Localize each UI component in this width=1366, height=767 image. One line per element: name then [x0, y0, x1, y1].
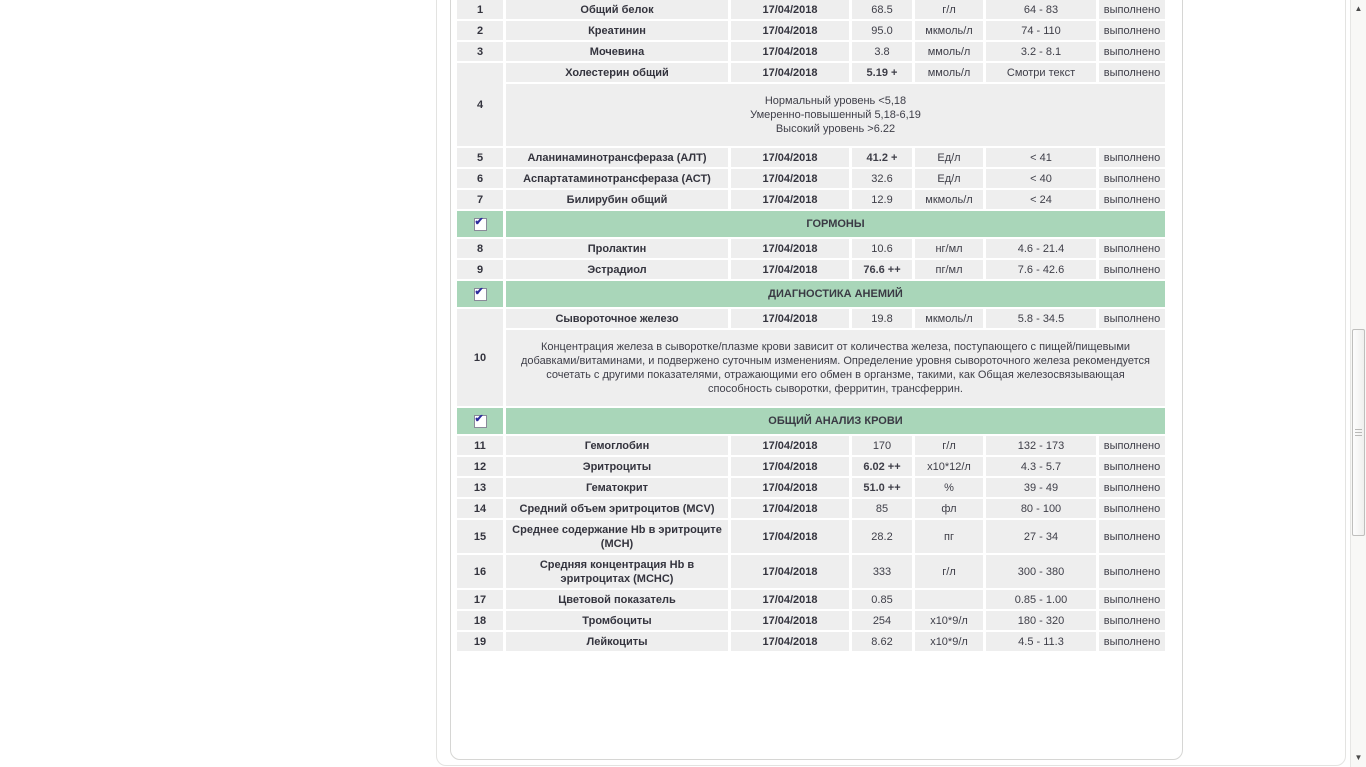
scrollbar-thumb[interactable] — [1352, 329, 1365, 536]
cell-units: г/л — [915, 0, 983, 19]
cell-status: выполнено — [1099, 239, 1165, 258]
cell-status: выполнено — [1099, 260, 1165, 279]
test-row — [457, 457, 1165, 476]
cell-status: выполнено — [1099, 0, 1165, 19]
cell-row-number: 3 — [457, 42, 503, 61]
test-row — [457, 148, 1165, 167]
cell-date: 17/04/2018 — [731, 309, 849, 328]
cell-units: пг — [915, 520, 983, 553]
cell-status: выполнено — [1099, 63, 1165, 82]
test-row — [457, 42, 1165, 61]
section-checkbox[interactable] — [474, 412, 487, 428]
checkmark-icon: ✔ — [474, 412, 484, 425]
test-row — [457, 169, 1165, 188]
cell-reference: 4.5 - 11.3 — [986, 632, 1096, 651]
cell-units: ммоль/л — [915, 63, 983, 82]
cell-result: 19.8 — [852, 309, 912, 328]
cell-units: мкмоль/л — [915, 309, 983, 328]
cell-reference: 39 - 49 — [986, 478, 1096, 497]
cell-date: 17/04/2018 — [731, 21, 849, 40]
test-row — [457, 0, 1165, 19]
cell-row-number: 9 — [457, 260, 503, 279]
cell-reference: 74 - 110 — [986, 21, 1096, 40]
cell-date: 17/04/2018 — [731, 190, 849, 209]
cell-units: г/л — [915, 436, 983, 455]
cell-units: Ед/л — [915, 169, 983, 188]
cell-units — [915, 590, 983, 609]
cell-reference: 4.6 - 21.4 — [986, 239, 1096, 258]
cell-date: 17/04/2018 — [731, 478, 849, 497]
cell-status: выполнено — [1099, 169, 1165, 188]
section-header-row — [457, 211, 1165, 237]
cell-status: выполнено — [1099, 590, 1165, 609]
cell-date: 17/04/2018 — [731, 555, 849, 588]
test-row — [457, 478, 1165, 497]
cell-row-number: 17 — [457, 590, 503, 609]
section-header-row — [457, 408, 1165, 434]
test-row — [457, 520, 1165, 553]
test-row — [457, 190, 1165, 209]
cell-reference: 4.3 - 5.7 — [986, 457, 1096, 476]
section-checkbox-cell — [457, 281, 503, 307]
cell-status: выполнено — [1099, 309, 1165, 328]
cell-units: % — [915, 478, 983, 497]
test-note-row — [457, 330, 1165, 406]
cell-result: 28.2 — [852, 520, 912, 553]
cell-date: 17/04/2018 — [731, 632, 849, 651]
cell-status: выполнено — [1099, 436, 1165, 455]
section-checkbox[interactable] — [474, 285, 487, 301]
cell-row-number: 5 — [457, 148, 503, 167]
test-note-row — [457, 84, 1165, 146]
cell-units: ммоль/л — [915, 42, 983, 61]
cell-reference: Смотри текст — [986, 63, 1096, 82]
cell-reference: 132 - 173 — [986, 436, 1096, 455]
cell-date: 17/04/2018 — [731, 611, 849, 630]
cell-status: выполнено — [1099, 457, 1165, 476]
note-line: Концентрация железа в сыворотке/плазме крови зависит от количества железа, поступающего с пищей/пищевыми добавками/витаминами, и подвержено суточным изменениям. Определение уровня сывороточного железа рекомендуется сочетать с другими показателями, отражающими его обмен в органзме, такими, как Общая железосвязывающая способность сыворотки, ферритин, трансферрин. — [520, 341, 1150, 395]
cell-reference: 0.85 - 1.00 — [986, 590, 1096, 609]
section-title: ДИАГНОСТИКА АНЕМИЙ — [506, 281, 1165, 307]
cell-reference: < 41 — [986, 148, 1096, 167]
cell-test-name: Сывороточное железо — [506, 309, 728, 328]
cell-result: 170 — [852, 436, 912, 455]
lab-results-table — [454, 0, 1168, 653]
scroll-down-button[interactable] — [1351, 750, 1366, 766]
cell-units: Ед/л — [915, 148, 983, 167]
cell-units: х10*9/л — [915, 632, 983, 651]
cell-units: х10*12/л — [915, 457, 983, 476]
cell-result: 333 — [852, 555, 912, 588]
cell-reference: 64 - 83 — [986, 0, 1096, 19]
cell-status: выполнено — [1099, 520, 1165, 553]
cell-test-name: Эстрадиол — [506, 260, 728, 279]
test-row — [457, 632, 1165, 651]
cell-units: нг/мл — [915, 239, 983, 258]
cell-test-name: Лейкоциты — [506, 632, 728, 651]
cell-reference: 7.6 - 42.6 — [986, 260, 1096, 279]
section-checkbox-cell — [457, 211, 503, 237]
cell-result: 95.0 — [852, 21, 912, 40]
test-row — [457, 499, 1165, 518]
cell-test-name: Общий белок — [506, 0, 728, 19]
cell-row-number: 19 — [457, 632, 503, 651]
checkmark-icon: ✔ — [474, 285, 484, 298]
cell-test-name: Гемоглобин — [506, 436, 728, 455]
cell-reference: 3.2 - 8.1 — [986, 42, 1096, 61]
vertical-scrollbar[interactable] — [1350, 0, 1366, 767]
cell-reference: 27 - 34 — [986, 520, 1096, 553]
cell-test-name: Креатинин — [506, 21, 728, 40]
cell-row-number: 1 — [457, 0, 503, 19]
cell-units: фл — [915, 499, 983, 518]
test-row — [457, 260, 1165, 279]
cell-result: 8.62 — [852, 632, 912, 651]
cell-row-number: 2 — [457, 21, 503, 40]
cell-units: пг/мл — [915, 260, 983, 279]
cell-row-number: 11 — [457, 436, 503, 455]
cell-result: 68.5 — [852, 0, 912, 19]
cell-row-number: 10 — [457, 309, 503, 406]
cell-row-number: 12 — [457, 457, 503, 476]
cell-row-number: 8 — [457, 239, 503, 258]
cell-date: 17/04/2018 — [731, 63, 849, 82]
cell-date: 17/04/2018 — [731, 499, 849, 518]
section-title: ГОРМОНЫ — [506, 211, 1165, 237]
cell-status: выполнено — [1099, 632, 1165, 651]
cell-date: 17/04/2018 — [731, 42, 849, 61]
cell-row-number: 16 — [457, 555, 503, 588]
cell-status: выполнено — [1099, 190, 1165, 209]
cell-test-name: Средняя концентрация Hb в эритроцитах (MCHC) — [506, 555, 728, 588]
cell-date: 17/04/2018 — [731, 436, 849, 455]
cell-units: мкмоль/л — [915, 21, 983, 40]
cell-reference: < 40 — [986, 169, 1096, 188]
cell-result: 76.6 ++ — [852, 260, 912, 279]
cell-date: 17/04/2018 — [731, 457, 849, 476]
cell-date: 17/04/2018 — [731, 0, 849, 19]
cell-status: выполнено — [1099, 21, 1165, 40]
test-row — [457, 436, 1165, 455]
note-line: Высокий уровень >6.22 — [775, 123, 896, 135]
cell-result: 3.8 — [852, 42, 912, 61]
cell-result: 254 — [852, 611, 912, 630]
cell-reference: 300 - 380 — [986, 555, 1096, 588]
cell-test-name: Билирубин общий — [506, 190, 728, 209]
scroll-down-icon: ▼ — [1354, 753, 1363, 762]
cell-test-name: Эритроциты — [506, 457, 728, 476]
section-title: ОБЩИЙ АНАЛИЗ КРОВИ — [506, 408, 1165, 434]
section-checkbox[interactable] — [474, 215, 487, 231]
cell-result: 85 — [852, 499, 912, 518]
cell-result: 0.85 — [852, 590, 912, 609]
cell-status: выполнено — [1099, 478, 1165, 497]
scrollbar-grip-icon — [1355, 429, 1362, 437]
cell-row-number: 6 — [457, 169, 503, 188]
note-line: Нормальный уровень <5,18 — [764, 95, 907, 107]
scroll-up-icon: ▲ — [1354, 4, 1363, 13]
note-line: Умеренно-повышенный 5,18-6,19 — [750, 109, 921, 121]
cell-test-name: Цветовой показатель — [506, 590, 728, 609]
cell-status: выполнено — [1099, 42, 1165, 61]
scroll-up-button[interactable] — [1351, 1, 1366, 17]
cell-note — [506, 330, 1165, 406]
cell-result: 10.6 — [852, 239, 912, 258]
section-checkbox-cell — [457, 408, 503, 434]
cell-note — [506, 84, 1165, 146]
cell-status: выполнено — [1099, 555, 1165, 588]
cell-reference: 5.8 - 34.5 — [986, 309, 1096, 328]
cell-test-name: Среднее содержание Hb в эритроците (MCH) — [506, 520, 728, 553]
test-row — [457, 239, 1165, 258]
cell-result: 32.6 — [852, 169, 912, 188]
section-header-row — [457, 281, 1165, 307]
cell-date: 17/04/2018 — [731, 260, 849, 279]
cell-result: 6.02 ++ — [852, 457, 912, 476]
cell-date: 17/04/2018 — [731, 239, 849, 258]
cell-test-name: Средний объем эритроцитов (MCV) — [506, 499, 728, 518]
cell-reference: < 24 — [986, 190, 1096, 209]
cell-test-name: Аланинаминотрансфераза (АЛТ) — [506, 148, 728, 167]
cell-date: 17/04/2018 — [731, 590, 849, 609]
cell-test-name: Холестерин общий — [506, 63, 728, 82]
cell-row-number: 15 — [457, 520, 503, 553]
test-row — [457, 555, 1165, 588]
test-row — [457, 590, 1165, 609]
cell-date: 17/04/2018 — [731, 169, 849, 188]
checkmark-icon: ✔ — [474, 215, 484, 228]
cell-row-number: 13 — [457, 478, 503, 497]
cell-row-number: 14 — [457, 499, 503, 518]
cell-test-name: Аспартатаминотрансфераза (АСТ) — [506, 169, 728, 188]
cell-reference: 80 - 100 — [986, 499, 1096, 518]
test-row — [457, 21, 1165, 40]
cell-units: г/л — [915, 555, 983, 588]
cell-status: выполнено — [1099, 611, 1165, 630]
cell-result: 41.2 + — [852, 148, 912, 167]
cell-result: 5.19 + — [852, 63, 912, 82]
cell-row-number: 18 — [457, 611, 503, 630]
cell-status: выполнено — [1099, 499, 1165, 518]
cell-result: 51.0 ++ — [852, 478, 912, 497]
cell-units: х10*9/л — [915, 611, 983, 630]
cell-test-name: Пролактин — [506, 239, 728, 258]
cell-date: 17/04/2018 — [731, 520, 849, 553]
cell-units: мкмоль/л — [915, 190, 983, 209]
cell-test-name: Тромбоциты — [506, 611, 728, 630]
cell-test-name: Мочевина — [506, 42, 728, 61]
test-row — [457, 309, 1165, 328]
test-row — [457, 63, 1165, 82]
cell-date: 17/04/2018 — [731, 148, 849, 167]
cell-row-number: 7 — [457, 190, 503, 209]
cell-result: 12.9 — [852, 190, 912, 209]
test-row — [457, 611, 1165, 630]
cell-status: выполнено — [1099, 148, 1165, 167]
cell-reference: 180 - 320 — [986, 611, 1096, 630]
cell-test-name: Гематокрит — [506, 478, 728, 497]
cell-row-number: 4 — [457, 63, 503, 146]
